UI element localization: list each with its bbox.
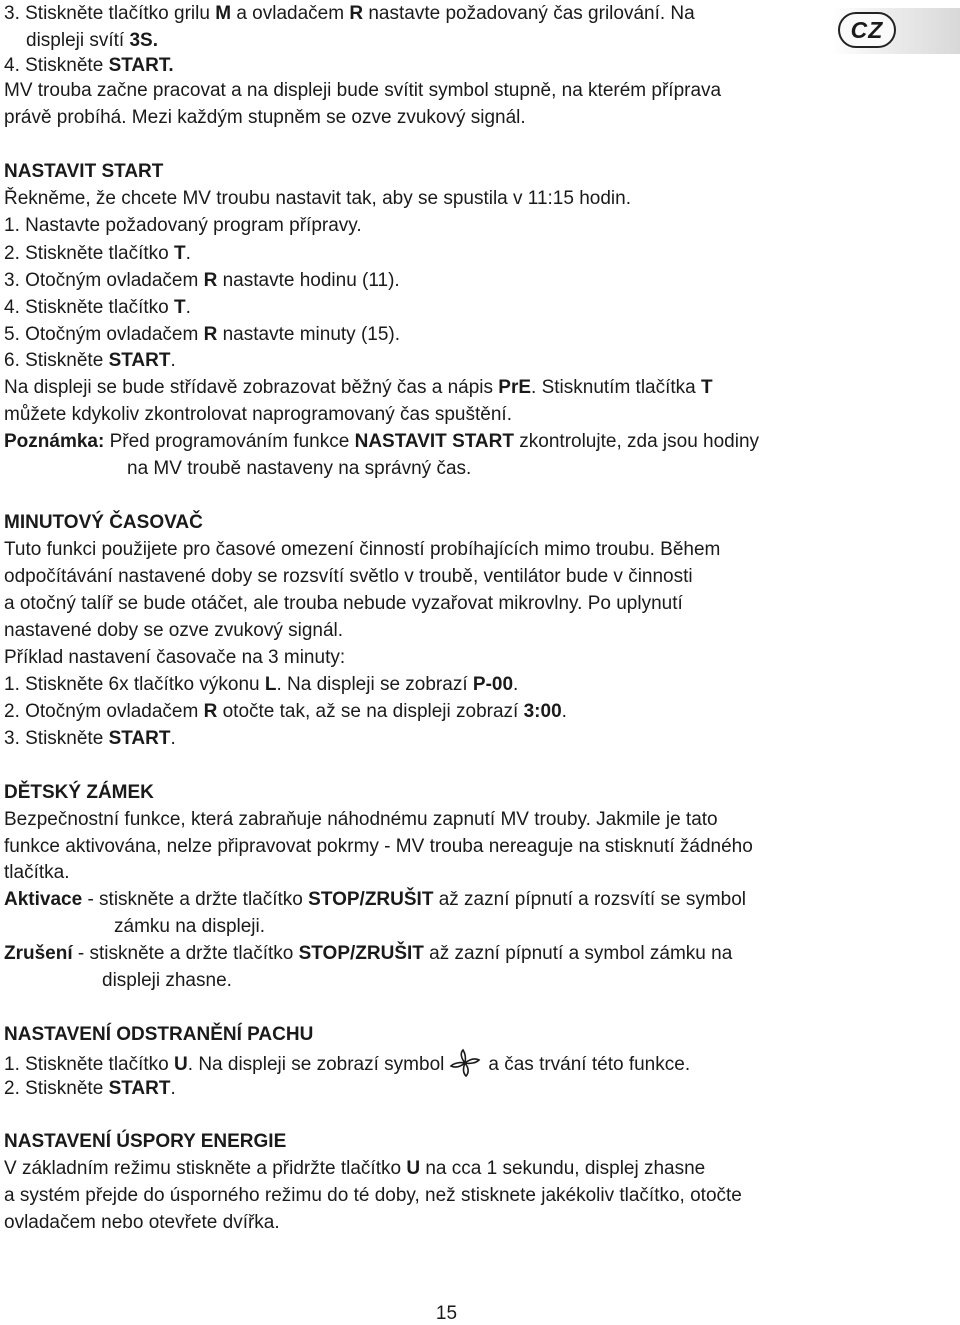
start-step-3: 3. Otočným ovladačem R nastavte hodinu (11). — [4, 270, 400, 291]
grill-step-3: 3. Stiskněte tlačítko grilu M a ovladačem R nastavte požadovaný čas grilování. Na — [4, 3, 695, 24]
lock-cancel: Zrušení - stiskněte a držte tlačítko STOP/ZRUŠIT až zazní pípnutí a symbol zámku na — [4, 943, 733, 964]
grill-text-2: právě probíhá. Mezi každým stupněm se ozve zvukový signál. — [4, 107, 526, 128]
energy-heading: NASTAVENÍ ÚSPORY ENERGIE — [4, 1131, 287, 1152]
timer-text-1: Tuto funkci použijete pro časové omezení činností probíhajících mimo troubu. Během — [4, 539, 721, 560]
timer-example: Příklad nastavení časovače na 3 minuty: — [4, 647, 346, 668]
grill-step-3-cont: displeji svítí 3S. — [26, 30, 159, 51]
grill-step-4: 4. Stiskněte START. — [4, 55, 174, 76]
start-step-2: 2. Stiskněte tlačítko T. — [4, 243, 191, 264]
timer-heading: MINUTOVÝ ČASOVAČ — [4, 512, 203, 533]
lock-cancel-cont: displeji zhasne. — [102, 970, 232, 991]
grill-text-1: MV trouba začne pracovat a na displeji bude svítit symbol stupně, na kterém příprava — [4, 80, 722, 101]
timer-text-4: nastavené doby se ozve zvukový signál. — [4, 620, 344, 641]
language-badge-label: CZ — [838, 12, 896, 48]
energy-text-2: a systém přejde do úsporného režimu do té doby, než stisknete jakékoliv tlačítko, otočte — [4, 1185, 742, 1206]
start-step-4: 4. Stiskněte tlačítko T. — [4, 297, 191, 318]
timer-text-2: odpočítávání nastavené doby se rozsvítí světlo v troubě, ventilátor bude v činnosti — [4, 566, 693, 587]
energy-text-1: V základním režimu stiskněte a přidržte tlačítko U na cca 1 sekundu, displej zhasne — [4, 1158, 706, 1179]
start-display-text: Na displeji se bude střídavě zobrazovat běžný čas a nápis PrE. Stisknutím tlačítka T — [4, 377, 713, 398]
start-step-1: 1. Nastavte požadovaný program přípravy. — [4, 215, 362, 236]
start-display-text-2: můžete kdykoliv zkontrolovat naprogramovaný čas spuštění. — [4, 404, 512, 425]
language-badge — [832, 8, 960, 54]
odour-step-2: 2. Stiskněte START. — [4, 1078, 176, 1099]
lock-text-3: tlačítka. — [4, 862, 70, 883]
start-step-6: 6. Stiskněte START. — [4, 350, 176, 371]
timer-step-3: 3. Stiskněte START. — [4, 728, 176, 749]
timer-text-3: a otočný talíř se bude otáčet, ale trouba nebude vyzařovat mikrovlny. Po uplynutí — [4, 593, 683, 614]
lock-text-1: Bezpečnostní funkce, která zabraňuje náhodnému zapnutí MV trouby. Jakmile je tato — [4, 809, 718, 830]
timer-step-1: 1. Stiskněte 6x tlačítko výkonu L. Na displeji se zobrazí P-00. — [4, 674, 519, 695]
odour-step-1: 1. Stiskněte tlačítko U. Na displeji se zobrazí symbol a čas trvání této funkce. — [4, 1048, 690, 1078]
lock-activation: Aktivace - stiskněte a držte tlačítko STOP/ZRUŠIT až zazní pípnutí a rozsvítí se symbol — [4, 889, 747, 910]
start-intro: Řekněme, že chcete MV troubu nastavit tak, aby se spustila v 11:15 hodin. — [4, 188, 631, 209]
start-note: Poznámka: Před programováním funkce NASTAVIT START zkontrolujte, zda jsou hodiny — [4, 431, 760, 452]
timer-step-2: 2. Otočným ovladačem R otočte tak, až se na displeji zobrazí 3:00. — [4, 701, 567, 722]
start-step-5: 5. Otočným ovladačem R nastavte minuty (15). — [4, 324, 401, 345]
lock-heading: DĚTSKÝ ZÁMEK — [4, 782, 154, 803]
start-note-cont: na MV troubě nastaveny na správný čas. — [127, 458, 472, 479]
fan-icon — [448, 1048, 482, 1078]
lock-text-2: funkce aktivována, nelze připravovat pokrmy - MV trouba nereaguje na stisknutí žádného — [4, 836, 753, 857]
energy-text-3: ovladačem nebo otevřete dvířka. — [4, 1212, 280, 1233]
odour-heading: NASTAVENÍ ODSTRANĚNÍ PACHU — [4, 1024, 314, 1045]
start-heading: NASTAVIT START — [4, 161, 164, 182]
lock-activation-cont: zámku na displeji. — [114, 916, 266, 937]
page-number: 15 — [435, 1303, 458, 1324]
